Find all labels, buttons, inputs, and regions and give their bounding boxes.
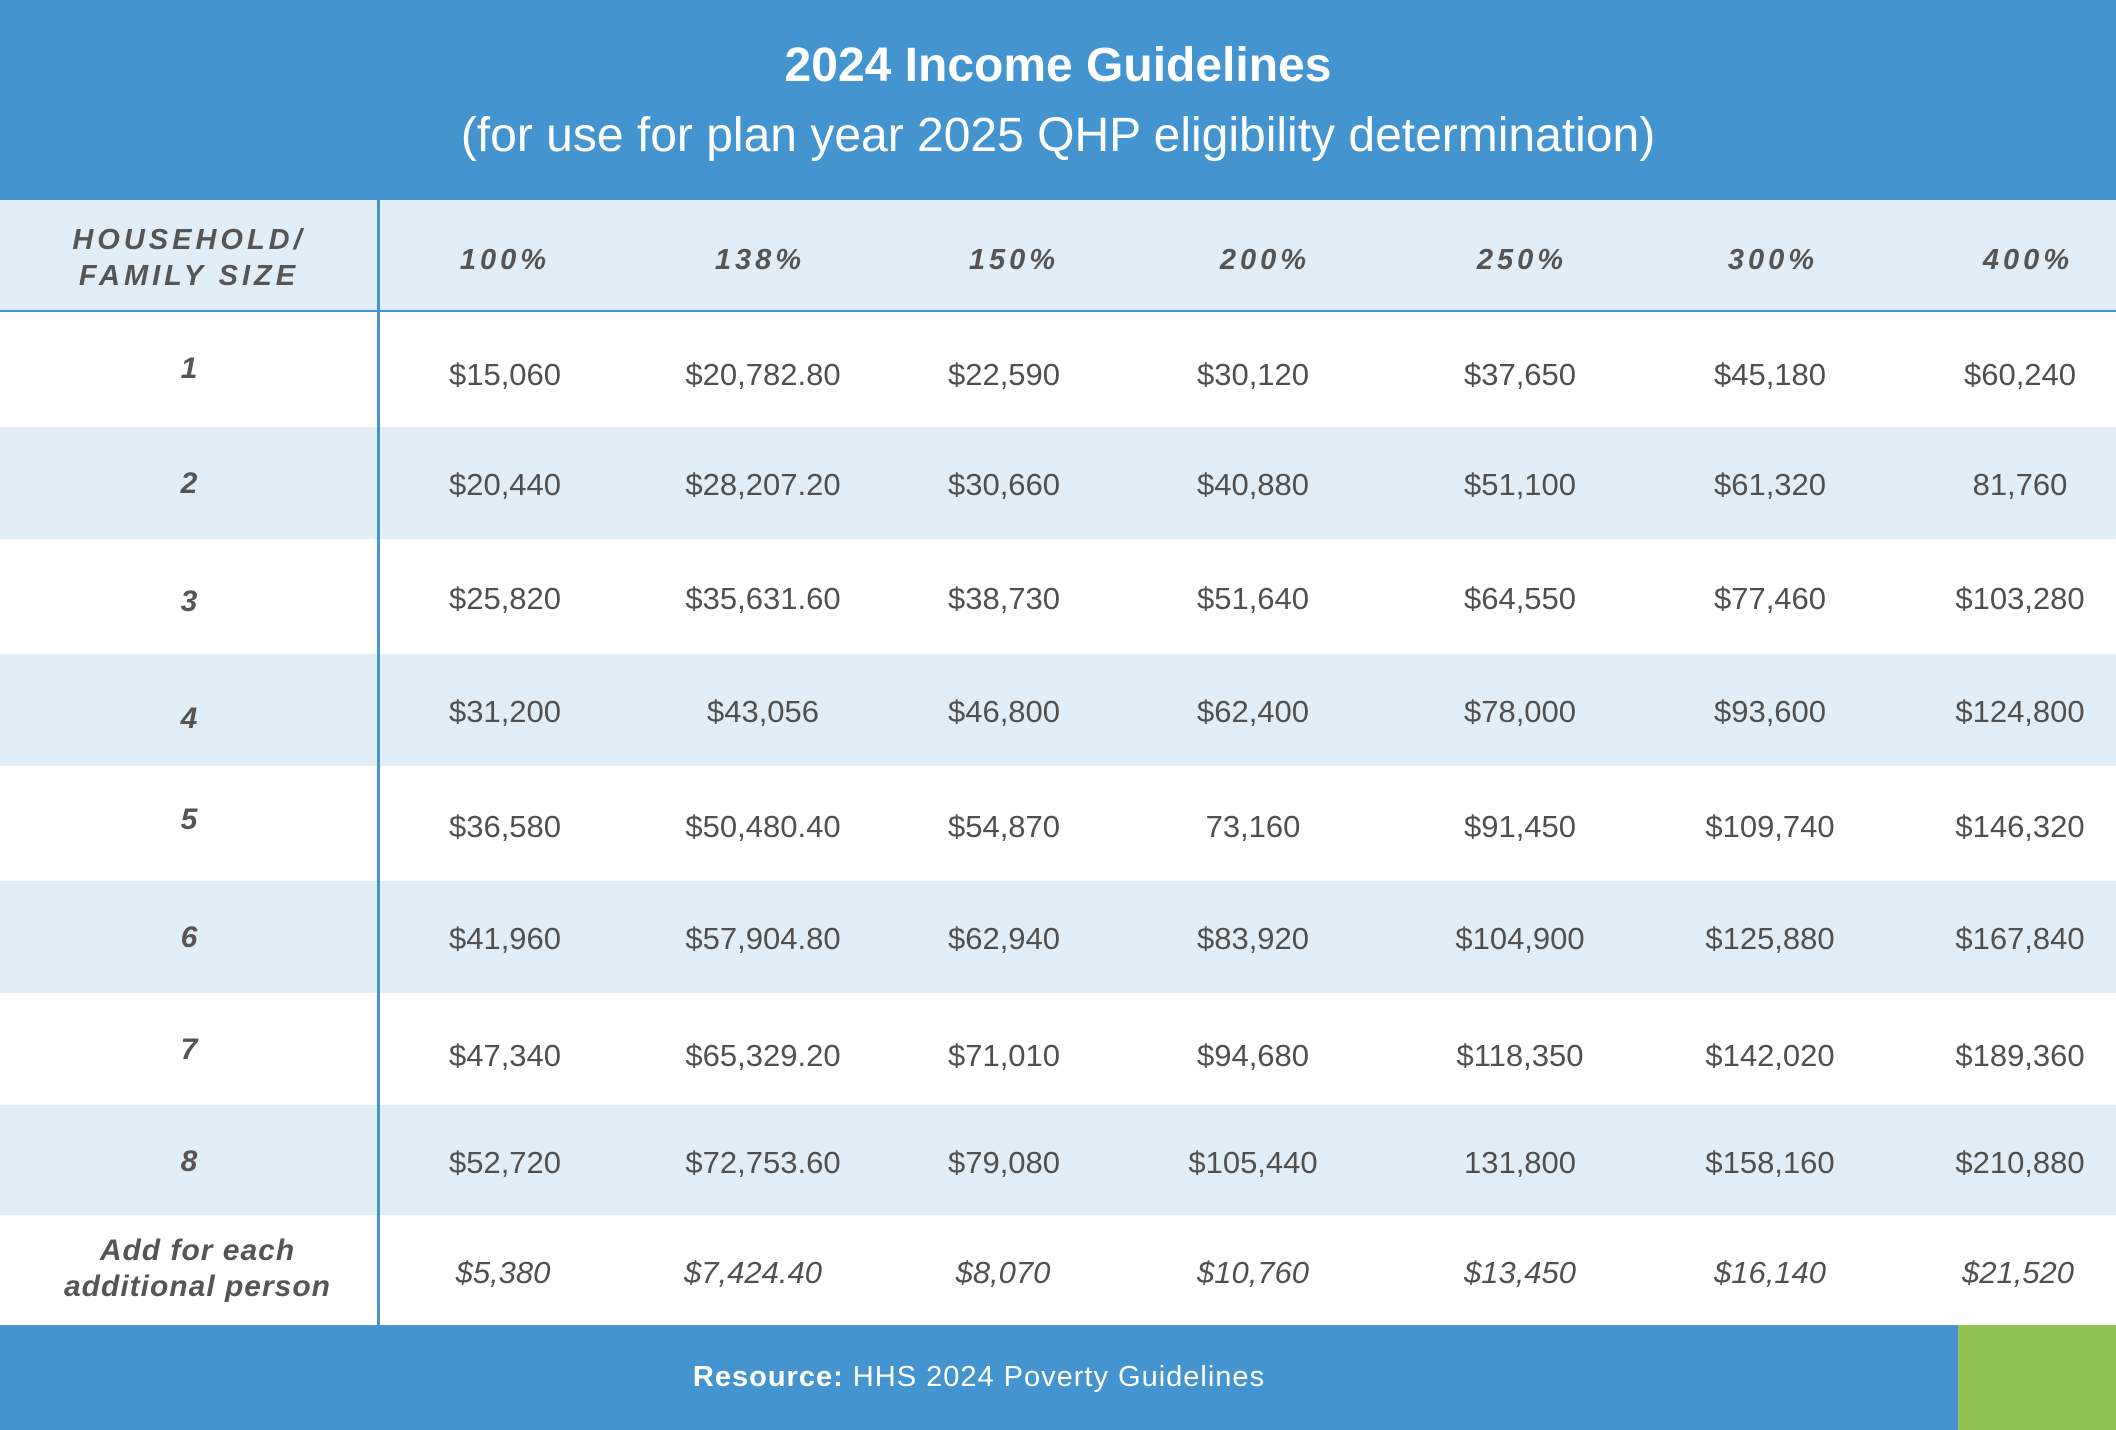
footer-banner (0, 1325, 1958, 1430)
income-cell: $22,590 (947, 357, 1061, 392)
income-cell: 73,160 (1205, 809, 1301, 844)
table-row (0, 654, 2116, 766)
income-cell: $45,180 (1713, 357, 1827, 392)
income-cell: $125,880 (1705, 921, 1835, 956)
income-cell: $30,660 (947, 467, 1061, 502)
page-subtitle: (for use for plan year 2025 QHP eligibility determination) (460, 109, 1656, 162)
additional-value: $5,380 (455, 1255, 551, 1290)
income-cell: $124,800 (1955, 694, 2085, 729)
income-cell: $65,329.20 (685, 1038, 841, 1073)
additional-value: $10,760 (1196, 1255, 1310, 1290)
income-cell: $28,207.20 (685, 467, 841, 502)
income-cell: $109,740 (1705, 809, 1835, 844)
household-size-cell: 1 (180, 352, 198, 385)
income-cell: $51,640 (1196, 581, 1310, 616)
household-size-cell: 3 (180, 585, 198, 618)
column-header-250: 250% (1476, 244, 1568, 276)
income-cell: $78,000 (1463, 694, 1577, 729)
income-cell: $46,800 (947, 694, 1061, 729)
income-cell: $210,880 (1955, 1145, 2085, 1180)
additional-value: $8,070 (955, 1255, 1051, 1290)
income-cell: $158,160 (1705, 1145, 1835, 1180)
column-header-138: 138% (714, 244, 806, 276)
table-row (0, 427, 2116, 539)
table-row (0, 881, 2116, 993)
household-size-cell: 4 (180, 702, 198, 735)
column-header-300: 300% (1727, 244, 1819, 276)
header-banner (0, 0, 2116, 200)
income-cell: $61,320 (1713, 467, 1827, 502)
income-cell: $83,920 (1196, 921, 1310, 956)
income-cell: $25,820 (448, 581, 562, 616)
income-cell: $118,350 (1456, 1038, 1584, 1073)
income-cell: $104,900 (1455, 921, 1585, 956)
additional-person-label-line2: additional person (63, 1270, 332, 1303)
additional-value: $7,424.40 (684, 1255, 822, 1290)
household-size-cell: 6 (180, 921, 198, 954)
income-cell: $31,200 (448, 694, 562, 729)
income-cell: $79,080 (947, 1145, 1061, 1180)
income-cell: $71,010 (947, 1038, 1061, 1073)
income-cell: $77,460 (1713, 581, 1827, 616)
income-cell: $93,600 (1713, 694, 1827, 729)
resource-text: HHS 2024 Poverty Guidelines (843, 1361, 1266, 1393)
income-cell: $20,440 (448, 467, 562, 502)
household-size-cell: 8 (180, 1145, 198, 1178)
income-cell: $54,870 (947, 809, 1061, 844)
income-cell: $189,360 (1955, 1038, 2085, 1073)
household-size-header-line1: HOUSEHOLD/ (72, 224, 306, 256)
income-cell: $37,650 (1463, 357, 1577, 392)
income-cell: $62,400 (1196, 694, 1310, 729)
household-size-cell: 2 (180, 467, 198, 500)
table-row (0, 312, 2116, 424)
column-divider (377, 200, 380, 1325)
table-row (0, 993, 2116, 1105)
income-cell: 81,760 (1972, 467, 2068, 502)
income-cell: $103,280 (1955, 581, 2085, 616)
income-cell: $60,240 (1963, 357, 2077, 392)
income-cell: $50,480.40 (685, 809, 841, 844)
table-row (0, 537, 2116, 649)
additional-value: $21,520 (1961, 1255, 2075, 1290)
income-cell: $52,720 (448, 1145, 562, 1180)
income-cell: $94,680 (1196, 1038, 1310, 1073)
household-size-header-line2: FAMILY SIZE (78, 260, 300, 292)
additional-value: $16,140 (1713, 1255, 1827, 1290)
income-cell: $57,904.80 (685, 921, 841, 956)
additional-value: $13,450 (1463, 1255, 1577, 1290)
table-row (0, 763, 2116, 875)
income-cell: $35,631.60 (685, 581, 841, 616)
household-size-cell: 5 (180, 803, 198, 836)
accent-block (1958, 1325, 2116, 1430)
household-size-header (0, 222, 378, 294)
resource-label: Resource: (692, 1361, 844, 1393)
income-cell: $15,060 (448, 357, 562, 392)
income-cell: $51,100 (1463, 467, 1577, 502)
income-cell: 131,800 (1463, 1145, 1577, 1180)
income-cell: $64,550 (1463, 581, 1577, 616)
income-cell: $105,440 (1188, 1145, 1318, 1180)
income-cell: $20,782.80 (685, 357, 841, 392)
income-cell: $38,730 (947, 581, 1061, 616)
income-cell: $72,753.60 (685, 1145, 841, 1180)
income-cell: $146,320 (1955, 809, 2085, 844)
income-cell: $40,880 (1196, 467, 1310, 502)
income-cell: $30,120 (1196, 357, 1310, 392)
additional-person-label (0, 1233, 395, 1305)
additional-person-label-line1: Add for each (99, 1234, 296, 1267)
household-size-cell: 7 (180, 1033, 198, 1066)
page-title: 2024 Income Guidelines (784, 39, 1332, 92)
column-header-400: 400% (1982, 244, 2074, 276)
table-row (0, 1105, 2116, 1217)
income-cell: $62,940 (947, 921, 1061, 956)
income-cell: $91,450 (1463, 809, 1577, 844)
column-header-100: 100% (459, 244, 551, 276)
income-cell: $43,056 (706, 694, 820, 729)
income-cell: $36,580 (448, 809, 562, 844)
income-cell: $41,960 (448, 921, 562, 956)
column-header-200: 200% (1219, 244, 1311, 276)
column-header-150: 150% (968, 244, 1060, 276)
income-cell: $47,340 (448, 1038, 562, 1073)
additional-person-row (0, 1215, 2116, 1325)
income-cell: $142,020 (1705, 1038, 1835, 1073)
income-cell: $167,840 (1955, 921, 2085, 956)
